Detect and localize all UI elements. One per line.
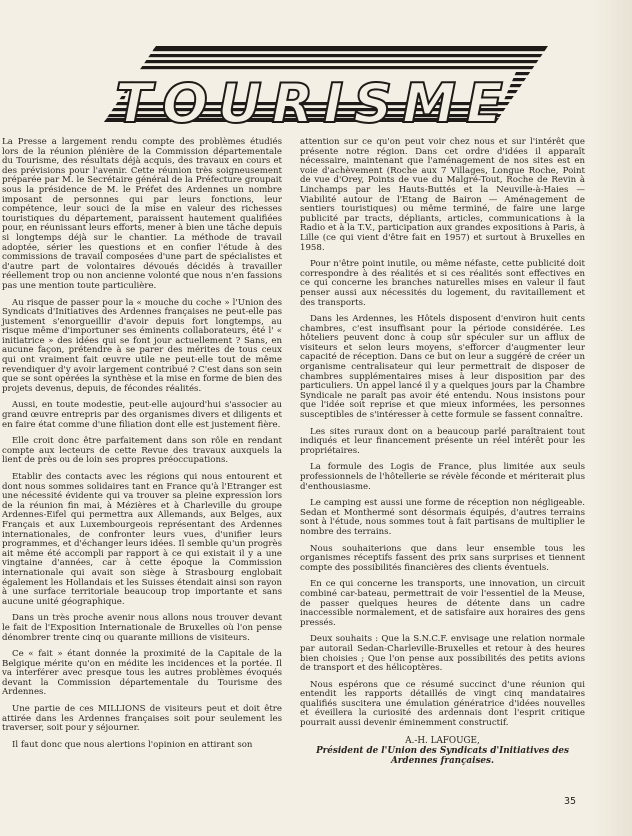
banner-title: TOURISME: [115, 72, 513, 126]
author-role: Président de l'Union des Syndicats d'Initiatives des Ardennes françaises.: [316, 745, 569, 766]
paragraph: Deux souhaits : Que la S.N.C.F. envisage une relation normale par autorail Sedan-Charleville-Bruxelles et retour à des heures bien choisies ; Que l'on pense aux possibilités des petits avions de transport et des hélicoptères.: [300, 634, 585, 674]
paragraph: En ce qui concerne les transports, une innovation, un circuit combiné car-bateau, permettrait de voir l'essentiel de la Meuse, de passer quelques heures de détente dans un cadre inaccessible normalement, et de satisfaire aux horaires des gens pressés.: [300, 579, 585, 628]
paragraph: attention sur ce qu'on peut voir chez nous et sur l'intérêt que présente notre région. Dans cet ordre d'idées il apparaît nécessaire, maintenant que l'aménagement de nos sites est en voie d'achèvement (Roche aux 7 Villages, Longue Roche, Point de vue d'Orey, Points de vue du Malgré-Tout, Roche de Revin à Linchamps par les Hauts-Buttés et la Neuville-à-Haies — Viabilité autour de l'Etang de Bairon — Aménagement de sentiers touristiques) ou même terminé, de faire une large publicité par tracts, dépliants, articles, communications à la Radio et à la T.V., participation aux grandes expositions à Paris, à Lille (ce qui vient d'être fait en 1957) et surtout à Bruxelles en 1958.: [300, 137, 585, 253]
paragraph: Pour n'être point inutile, ou même néfaste, cette publicité doit correspondre à des réalités et si ces réalités sont effectives en ce qui concerne les branches naturelles mises en valeur il faut penser aussi aux nécessités du logement, du ravitaillement et des transports.: [300, 259, 585, 308]
paragraph: Nous souhaiterions que dans leur ensemble tous les organismes réceptifs fassent des prix sans surprises et tiennent compte des possibilités financières des clients éventuels.: [300, 543, 585, 573]
paragraph: Dans les Ardennes, les Hôtels disposent d'environ huit cents chambres, c'est insuffisant pour la période considérée. Les hôteliers peuvent donc à coup sûr spéculer sur un afflux de visiteurs et selon leurs moyens, s'efforcer d'augmenter leur capacité de réception. Dans ce but on leur a suggéré de créer un organisme centralisateur qui leur permettrait de disposer de chambres supplémentaires mises à leur disposition par des particuliers. Un appel lancé il y a quelques jours par la Chambre Syndicale ne paraît pas avoir été entendu. Nous insistons pour que l'idée soit reprise et que mieux informées, les personnes susceptibles de s'intéresser à cette formule se fassent connaître.: [300, 314, 585, 421]
author-name: A.-H. LAFOUGE,: [405, 735, 480, 746]
paragraph: Ce « fait » étant donnée la proximité de la Capitale de la Belgique mérite qu'on en médite les incidences et la portée. Il va interférer avec presque tous les autres problèmes évoqués devant la Commission départementale du Tourisme des Ardennes.: [2, 649, 282, 698]
right-column: [300, 138, 585, 766]
paragraph: La Presse a largement rendu compte des problèmes étudiés lors de la réunion plénière de la Commission départementale du Tourisme, des résultats déjà acquis, des travaux en cours et des prévisions pour l'avenir. Cette réunion très soigneusement préparée par M. le Secrétaire général de la Préfecture groupait sous la présidence de M. le Préfet des Ardennes un nombre imposant de personnes qui par leurs fonctions, leur compétence, leur souci de la mise en valeur des richesses touristiques du département, paraissent hautement qualifiées pour, en réunissant leurs efforts, mener à bien une tâche depuis si longtemps déjà sur le chantier. La méthode de travail adoptée, sérier les questions et en confier l'étude à des commissions de travail composées d'une part de spécialistes et d'autre part de volontaires dévoués décidés à travailler réellement trop ou non ancienne volonté que nous n'en fassions pas une mention toute particulière.: [2, 137, 282, 291]
page-number: 35: [564, 796, 577, 807]
paragraph: Elle croit donc être parfaitement dans son rôle en rendant compte aux lecteurs de cette Revue des travaux auxquels la lient de près ou de loin ses propres préoccupations.: [2, 436, 282, 466]
paragraph: Dans un très proche avenir nous allons nous trouver devant le fait de l'Exposition Internationale de Bruxelles où l'on pense dénombrer trente cinq ou quarante millions de visiteurs.: [2, 613, 282, 643]
paragraph: La formule des Logis de France, plus limitée aux seuls professionnels de l'hôtellerie se révèle féconde et mériterait plus d'enthousiasme.: [300, 462, 585, 492]
paragraph: Au risque de passer pour la « mouche du coche » l'Union des Syndicats d'Initiatives des Ardennes françaises ne peut-elle pas justement s'enorgueillir d'avoir depuis fort longtemps, au risque même d'importuner ses éminents collaborateurs, été l' « initiatrice » des idées qui se font jour actuellement ? Sans, en aucune façon, prétendre à se parer des mérites de tous ceux qui ont vraiment fait œuvre utile ne peut-elle tout de même revendiquer d'y avoir largement contribué ? C'est dans son sein que se sont opérées la synthèse et la mise en forme de bien des projets devenus, depuis, de fécondes réalités.: [2, 297, 282, 394]
paragraph: Aussi, en toute modestie, peut-elle aujourd'hui s'associer au grand œuvre entrepris par des organismes divers et diligents et en faire état comme d'une filiation dont elle est justement fière.: [2, 400, 282, 430]
page-edge-shadow: [594, 0, 632, 836]
paragraph: Les sites ruraux dont on a beaucoup parlé paraîtraient tout indiqués et leur financement présente un réel intérêt pour les propriétaires.: [300, 426, 585, 456]
paragraph: Une partie de ces MILLIONS de visiteurs peut et doit être attirée dans les Ardennes françaises soit pour seulement les traverser, soit pour y séjourner.: [2, 704, 282, 734]
tourisme-banner-graphic: [96, 42, 548, 126]
paragraph: Il faut donc que nous alertions l'opinion en attirant son: [12, 739, 253, 750]
signature-block: [300, 736, 585, 766]
paragraph: Etablir des contacts avec les régions qui nous entourent et dont nous sommes solidaires tant en France qu'à l'Etranger est une nécessité évidente qui va trouver sa pleine expression lors de la réunion fin mai, à Mézières et à Charleville du groupe Ardennes-Eifel qui permettra aux Allemands, aux Belges, aux Français et aux Luxembourgeois représentant des Ardennes internationales, de confronter leurs vues, d'unifier leurs programmes, et d'échanger leurs idées. Il semble qu'un progrès ait même été accompli par rapport à ce qui existait il y a une vingtaine d'années, car à cette époque la Commission internationale qui avait son siège à Strasbourg englobait également les Hollandais et les Suisses étendait ainsi son rayon à une surface territoriale beaucoup trop importante et sans aucune unité géographique.: [2, 472, 283, 607]
right-column-paragraphs: [300, 138, 585, 729]
paragraph: Nous espérons que ce résumé succinct d'une réunion qui entendit les rapports détaillés de vingt cinq mandataires qualifiés suscitera une émulation génératrice d'idées nouvelles et éveillera la curiosité des ardennais dont l'esprit critique pourrait aussi devenir éminemment constructif.: [300, 679, 585, 729]
tourisme-banner: [96, 42, 548, 126]
paragraph: Le camping est aussi une forme de réception non négligeable. Sedan et Monthermé sont désormais équipés, d'autres terrains sont à l'étude, nous sommes tout à fait partisans de multiplier le nombre des terrains.: [300, 498, 585, 537]
left-column: [0, 138, 282, 757]
